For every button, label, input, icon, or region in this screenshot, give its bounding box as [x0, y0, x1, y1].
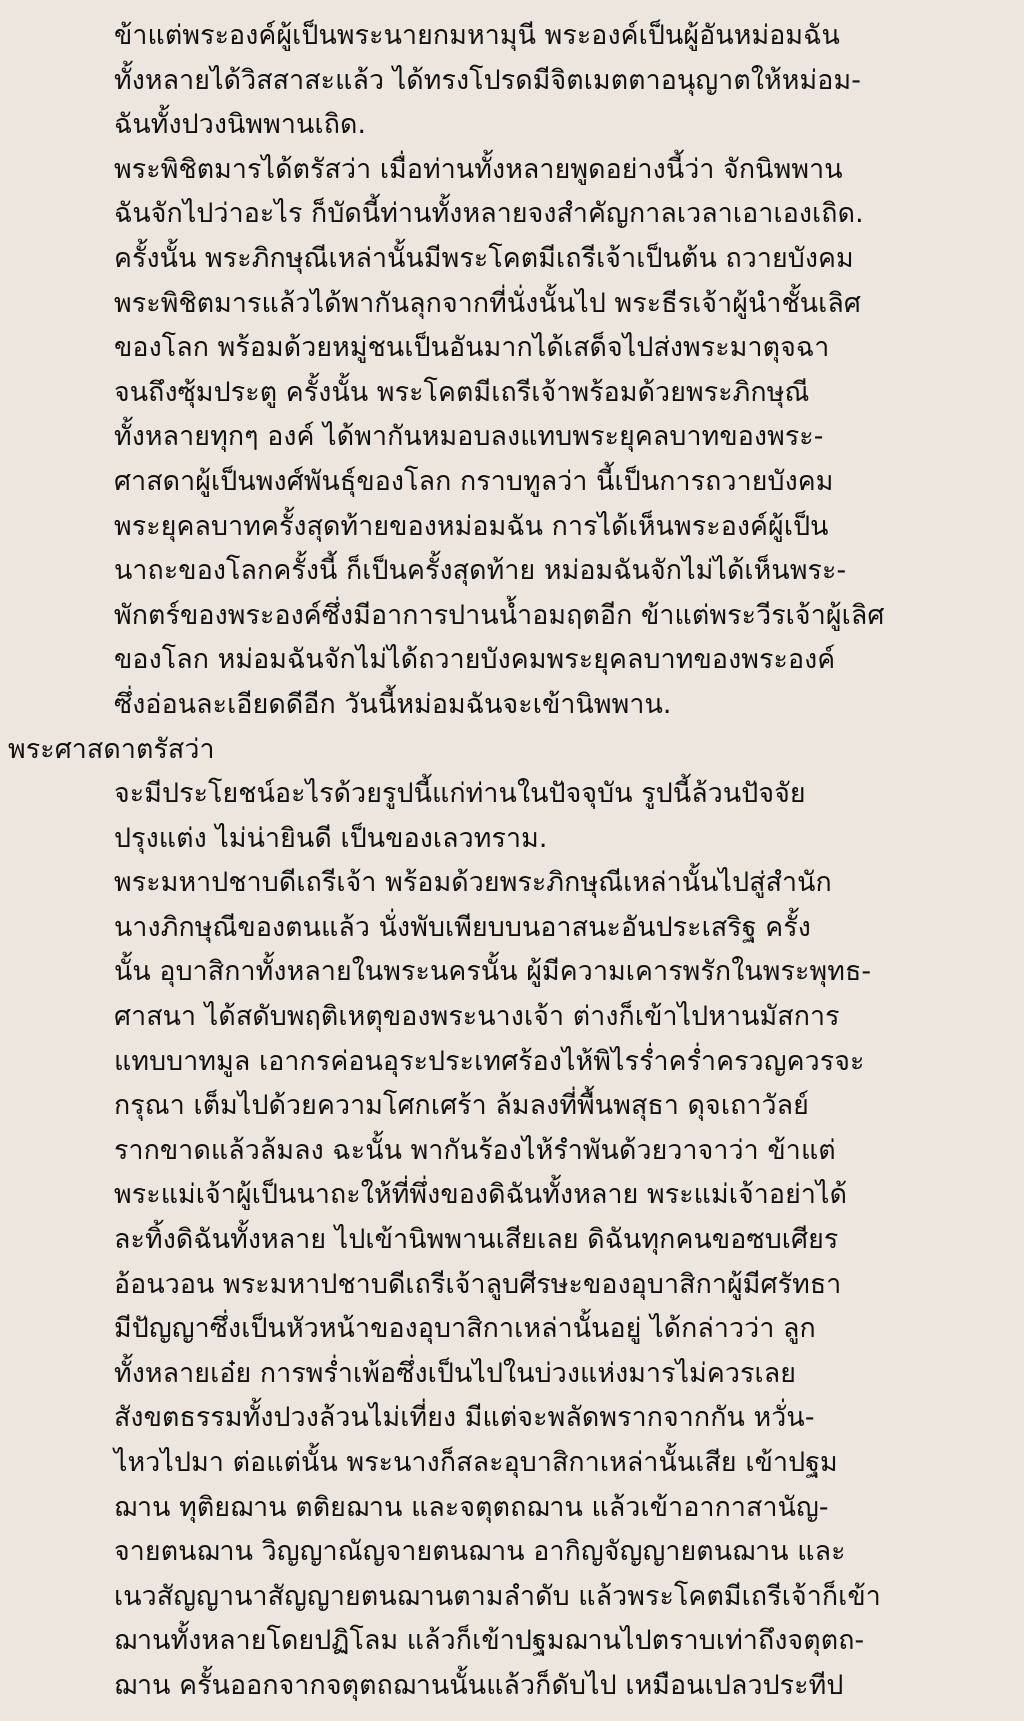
- text-line: จะมีประโยชน์อะไรด้วยรูปนี้แก่ท่านในปัจจุบัน รูปนี้ล้วนปัจจัย: [114, 778, 806, 810]
- text-line: ปรุงแต่ง ไม่น่ายินดี เป็นของเลวทราม.: [114, 822, 548, 854]
- text-line: ศาสนา ได้สดับพฤติเหตุของพระนางเจ้า ต่างก็เข้าไปหานมัสการ: [114, 1001, 840, 1033]
- text-line: ทั้งหลายเอ๋ย การพร่ำเพ้อซึ่งเป็นไปในบ่วงแห่งมารไม่ควรเลย: [114, 1357, 797, 1389]
- text-line: ทั้งหลายได้วิสสาสะแล้ว ได้ทรงโปรดมีจิตเมตตาอนุญาตให้หม่อม-: [114, 64, 861, 96]
- text-line: พระแม่เจ้าผู้เป็นนาถะให้ที่พึ่งของดิฉันทั้งหลาย พระแม่เจ้าอย่าได้: [114, 1179, 848, 1211]
- text-line: ทั้งหลายทุกๆ องค์ ได้พากันหมอบลงแทบพระยุคลบาทของพระ-: [114, 421, 824, 453]
- text-line: ฉันทั้งปวงนิพพานเถิด.: [114, 109, 367, 141]
- text-line: จนถึงซุ้มประตู ครั้งนั้น พระโคตมีเถรีเจ้าพร้อมด้วยพระภิกษุณี: [114, 376, 810, 408]
- text-line: ของโลก หม่อมฉันจักไม่ได้ถวายบังคมพระยุคลบาทของพระองค์: [114, 644, 836, 676]
- text-line: เนวสัญญานาสัญญายตนฌานตามลำดับ แล้วพระโคตมีเถรีเจ้าก็เข้า: [114, 1580, 881, 1612]
- text-line: สังขตธรรมทั้งปวงล้วนไม่เที่ยง มีแต่จะพลัดพรากจากกัน หวั่น-: [114, 1402, 815, 1434]
- text-line: อ้อนวอน พระมหาปชาบดีเถรีเจ้าลูบศีรษะของอุบาสิกาผู้มีศรัทธา: [114, 1268, 842, 1300]
- text-line: นางภิกษุณีของตนแล้ว นั่งพับเพียบบนอาสนะอันประเสริฐ ครั้ง: [114, 911, 811, 943]
- text-line: ครั้งนั้น พระภิกษุณีเหล่านั้นมีพระโคตมีเถรีเจ้าเป็นต้น ถวายบังคม: [114, 242, 854, 274]
- text-line: ข้าแต่พระองค์ผู้เป็นพระนายกมหามุนี พระองค์เป็นผู้อันหม่อมฉัน: [114, 20, 840, 51]
- speaker-heading: พระศาสดาตรัสว่า: [8, 733, 215, 765]
- text-line: พระพิชิตมารแล้วได้พากันลุกจากที่นั่งนั้นไป พระธีรเจ้าผู้นำชั้นเลิศ: [114, 287, 862, 319]
- text-line: ฌานทั้งหลายโดยปฏิโลม แล้วก็เข้าปฐมฌานไปตราบเท่าถึงจตุตถ-: [114, 1625, 865, 1657]
- text-line: พักตร์ของพระองค์ซึ่งมีอาการปานน้ำอมฤตอีก ข้าแต่พระวีรเจ้าผู้เลิศ: [114, 599, 885, 631]
- text-line: นาถะของโลกครั้งนี้ ก็เป็นครั้งสุดท้าย หม่อมฉันจักไม่ได้เห็นพระ-: [114, 555, 847, 587]
- text-line: พระยุคลบาทครั้งสุดท้ายของหม่อมฉัน การได้เห็นพระองค์ผู้เป็น: [114, 510, 829, 542]
- text-line: พระมหาปชาบดีเถรีเจ้า พร้อมด้วยพระภิกษุณีเหล่านั้นไปสู่สำนัก: [114, 867, 832, 899]
- text-line: ไหวไปมา ต่อแต่นั้น พระนางก็สละอุบาสิกาเหล่านั้นเสีย เข้าปฐม: [114, 1447, 838, 1478]
- text-line: รากขาดแล้วล้มลง ฉะนั้น พากันร้องไห้รำพันด้วยวาจาว่า ข้าแต่: [114, 1134, 836, 1166]
- text-line: ซึ่งอ่อนละเอียดดีอีก วันนี้หม่อมฉันจะเข้านิพพาน.: [114, 688, 672, 720]
- text-line: นั้น อุบาสิกาทั้งหลายในพระนครนั้น ผู้มีความเคารพรักในพระพุทธ-: [114, 956, 872, 988]
- text-line: ของโลก พร้อมด้วยหมู่ชนเป็นอันมากได้เสด็จไปส่งพระมาตุจฉา: [114, 332, 830, 364]
- text-line: แทบบาทมูล เอากรค่อนอุระประเทศร้องไห้พิไรร่ำคร่ำครวญควรจะ: [114, 1045, 865, 1077]
- text-line: ละทิ้งดิฉันทั้งหลาย ไปเข้านิพพานเสียเลย ดิฉันทุกคนขอซบเศียร: [114, 1224, 839, 1256]
- text-line: กรุณา เต็มไปด้วยความโศกเศร้า ล้มลงที่พื้นพสุธา ดุจเถาวัลย์: [114, 1090, 809, 1122]
- text-line: จายตนฌาน วิญญาณัญจายตนฌาน อากิญจัญญายตนฌาน และ: [114, 1536, 846, 1568]
- text-line: พระพิชิตมารได้ตรัสว่า เมื่อท่านทั้งหลายพูดอย่างนี้ว่า จักนิพพาน: [114, 153, 843, 185]
- text-line: มีปัญญาซึ่งเป็นหัวหน้าของอุบาสิกาเหล่านั้นอยู่ ได้กล่าวว่า ลูก: [114, 1313, 816, 1345]
- text-line: ฌาน ทุติยฌาน ตติยฌาน และจตุตถฌาน แล้วเข้าอากาสานัญ-: [114, 1491, 829, 1523]
- text-line: ฌาน ครั้นออกจากจตุตถฌานนั้นแล้วก็ดับไป เหมือนเปลวประทีป: [114, 1669, 844, 1701]
- text-line: ฉันจักไปว่าอะไร ก็บัดนี้ท่านทั้งหลายจงสำคัญกาลเวลาเอาเองเถิด.: [114, 198, 864, 230]
- text-line: ศาสดาผู้เป็นพงศ์พันธุ์ของโลก กราบทูลว่า นี้เป็นการถวายบังคม: [114, 465, 834, 497]
